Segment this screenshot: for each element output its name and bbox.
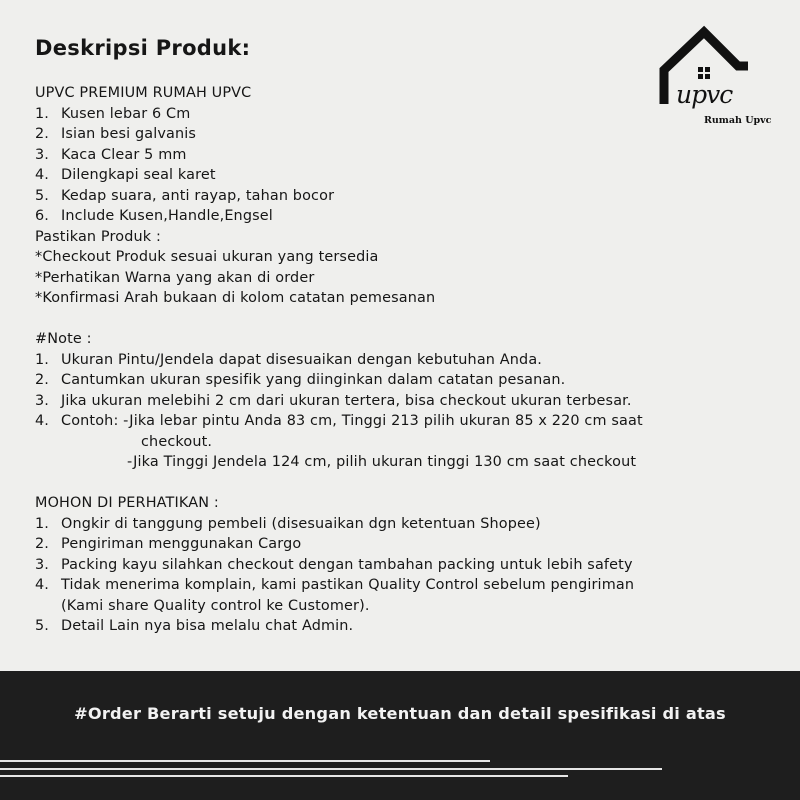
- page-title: Deskripsi Produk:: [35, 36, 251, 60]
- mohon-item: 4. Tidak menerima komplain, kami pastikan Quality Control sebelum pengiriman: [35, 577, 635, 593]
- footer-banner: [0, 671, 800, 800]
- mohon-heading: MOHON DI PERHATIKAN :: [35, 495, 219, 511]
- note-example: 4. Contoh: -Jika lebar pintu Anda 83 cm, Tinggi 213 pilih ukuran 85 x 220 cm saat: [35, 413, 643, 429]
- mohon-item-continuation: (Kami share Quality control ke Customer).: [61, 597, 370, 614]
- pastikan-item: *Perhatikan Warna yang akan di order: [35, 269, 315, 286]
- spec-item: 4. Dilengkapi seal karet: [35, 167, 216, 183]
- footer-text: #Order Berarti setuju dengan ketentuan dan detail spesifikasi di atas: [74, 704, 726, 723]
- note-item: 2. Cantumkan ukuran spesifik yang diinginkan dalam catatan pesanan.: [35, 372, 566, 388]
- note-example-alt: -Jika Tinggi Jendela 124 cm, pilih ukuran tinggi 130 cm saat checkout: [127, 454, 637, 470]
- footer-divider: [0, 760, 490, 762]
- note-item: 3. Jika ukuran melebihi 2 cm dari ukuran tertera, bisa checkout ukuran terbesar.: [35, 392, 632, 409]
- note-item: 1. Ukuran Pintu/Jendela dapat disesuaikan dengan kebutuhan Anda.: [35, 351, 543, 368]
- note-heading: #Note :: [35, 331, 92, 347]
- mohon-item: 2. Pengiriman menggunakan Cargo: [35, 536, 302, 552]
- spacer: [35, 473, 775, 494]
- note-example-continuation: checkout.: [141, 433, 213, 450]
- spec-item: 1. Kusen lebar 6 Cm: [35, 105, 191, 122]
- spacer: [35, 309, 775, 330]
- product-name: UPVC PREMIUM RUMAH UPVC: [35, 85, 252, 101]
- pastikan-heading: Pastikan Produk :: [35, 228, 161, 245]
- logo-caption: Rumah Upvc: [704, 115, 772, 126]
- footer-divider: [0, 768, 662, 770]
- logo-script-text: upvc: [676, 80, 733, 109]
- mohon-item: 3. Packing kayu silahkan checkout dengan tambahan packing untuk lebih safety: [35, 556, 633, 573]
- footer-divider: [0, 775, 568, 777]
- spec-item: 5. Kedap suara, anti rayap, tahan bocor: [35, 187, 335, 204]
- spec-item: 2. Isian besi galvanis: [35, 126, 197, 142]
- spec-item: 3. Kaca Clear 5 mm: [35, 146, 187, 163]
- spec-item: 6. Include Kusen,Handle,Engsel: [35, 208, 273, 224]
- mohon-item: 5. Detail Lain nya bisa melalu chat Admin.: [35, 618, 354, 634]
- pastikan-item: *Checkout Produk sesuai ukuran yang tersedia: [35, 249, 379, 265]
- pastikan-item: *Konfirmasi Arah bukaan di kolom catatan pemesanan: [35, 290, 436, 306]
- mohon-item: 1. Ongkir di tanggung pembeli (disesuaikan dgn ketentuan Shopee): [35, 515, 541, 532]
- product-description: [35, 83, 775, 637]
